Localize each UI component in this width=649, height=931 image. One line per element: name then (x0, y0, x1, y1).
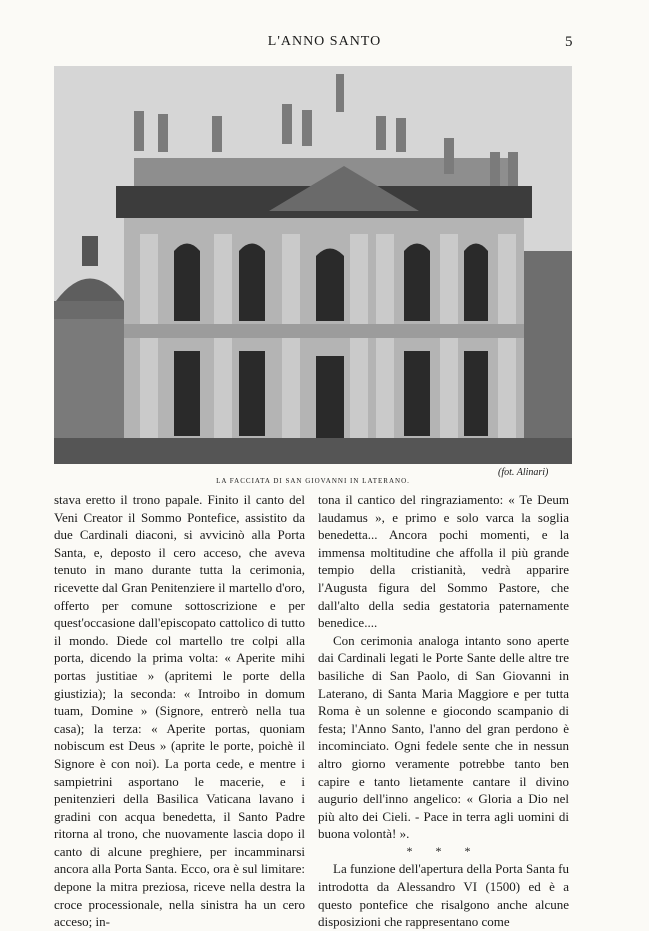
running-head: L'ANNO SANTO (267, 34, 382, 49)
right-paragraph-2: Con cerimonia analoga intanto sono aperte dai Cardinali legati le Porte Sante delle altre tre basiliche di San Paolo, di San Giovanni in Laterano, di Santa Maria Maggiore e per tutta Roma è un solenne e giocondo scampanio di festa; l'Anno Santo, l'anno del gran perdono è incominciato. Ogni fedele sente che in nessun altro giorno veramente potrebbe tanto ben capire e tanto lietamente cantare il divino augurio dell'inno angelico: « Gloria a Dio nel più alto dei Cieli. - Pace in terra agli uomini di buona volontà! ». (318, 632, 569, 842)
right-paragraph-1: tona il cantico del ringraziamento: « Te Deum laudamus », e primo e solo varca la soglia benedetta... Ancora pochi momenti, e la immensa moltitudine che affolla il più grande tempio della cristianità, vedrà apparire l'Augusta figura del Sommo Pastore, che dall'alto della sedia gestatoria paternamente benedice.... (318, 492, 569, 631)
left-paragraph: stava eretto il trono papale. Finito il canto del Veni Creator il Sommo Pontefice, assistito da due Cardinali diaconi, si avvicinò alla Porta Santa, e, deposto il cero acceso, che aveva tenuto in mano durante tutta la cerimonia, ricevette dal Gran Penitenziere il martello d'oro, offerto per comune sottoscrizione e per quest'occasione dall'episcopato cattolico di tutto il mondo. Diede col martello tre colpi alla porta, dicendo la prima volta: « Aperite mihi portas justitiae » (apritemi le porte della giustizia); la seconda: « Introibo in domum tuam, Domine » (Signore, entrerò nella tua casa); la terza: « Aperite portas, quoniam nobiscum est Deus » (aprite le porte, poichè il Signore è con noi). La porta cede, e mentre i sampietrini asportano le macerie, e i penitenzieri della Basilica Vaticana lavano i gradini con acqua benedetta, il Santo Padre ritorna al trono, che nuovamente lascia dopo il canto di alcune preghiere, per incamminarsi ancora alla Porta Santa. Ecco, ora è sul limitare: depone la mitra preziosa, riceve nella destra la croce processionale, nella sinistra ha un cero acceso; in- (54, 492, 305, 930)
photo-credit: (fot. Alinari) (498, 467, 549, 478)
figure-caption: LA FACCIATA DI SAN GIOVANNI IN LATERANO. (216, 477, 410, 485)
basilica-facade-photo (54, 66, 572, 464)
right-column (318, 491, 569, 931)
right-paragraph-3: La funzione dell'apertura della Porta Santa fu introdotta da Alessandro VI (1500) ed è a questo pontefice che risalgono anche alcune disposizioni che rappresentano come (318, 861, 569, 930)
left-column (54, 491, 305, 931)
page-number: 5 (565, 34, 573, 50)
section-separator: * * * (406, 843, 481, 858)
